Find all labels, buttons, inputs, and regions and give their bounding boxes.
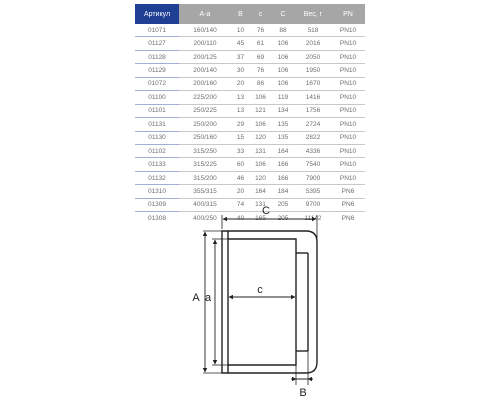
- table-cell: 200/140: [179, 64, 231, 77]
- table-cell: 86: [250, 77, 271, 90]
- label-big-c: C: [262, 205, 270, 217]
- table-cell: 1950: [295, 64, 331, 77]
- table-cell: 120: [250, 131, 271, 144]
- table-cell: 01129: [135, 64, 179, 77]
- table-cell: 20: [231, 185, 250, 198]
- table-cell: PN6: [341, 214, 355, 222]
- table-cell: 106: [250, 118, 271, 131]
- table-cell: 106: [271, 77, 295, 90]
- table-cell: 2050: [295, 50, 331, 63]
- table-cell: 200/160: [179, 77, 231, 90]
- table-cell: 2822: [295, 131, 331, 144]
- table-cell: 135: [271, 118, 295, 131]
- table-cell: 01310: [135, 185, 179, 198]
- reducer-outline: [222, 231, 317, 373]
- table-cell: PN10: [331, 37, 365, 50]
- table-cell: 106: [250, 91, 271, 104]
- table-cell: 315/225: [179, 158, 231, 171]
- table-cell: 121: [250, 104, 271, 117]
- table-cell: 135: [271, 131, 295, 144]
- table-cell: 20: [231, 77, 250, 90]
- header-small-c: c: [250, 4, 271, 24]
- table-cell: 01133: [135, 158, 179, 171]
- table-cell: 315/250: [179, 144, 231, 157]
- inner-bore: [228, 239, 296, 365]
- table-cell: 74: [231, 198, 250, 211]
- table-cell: 61: [250, 37, 271, 50]
- table-cell: 164: [250, 185, 271, 198]
- table-cell: 4336: [295, 144, 331, 157]
- table-cell: PN10: [331, 131, 365, 144]
- table-cell: 106: [271, 50, 295, 63]
- table-cell: PN10: [331, 77, 365, 90]
- table-cell: 29: [231, 118, 250, 131]
- table-cell: PN6: [331, 185, 365, 198]
- table-cell: PN10: [331, 24, 365, 37]
- table-cell: 01131: [135, 118, 179, 131]
- table-cell: 01101: [135, 104, 179, 117]
- table-cell: 250/200: [179, 118, 231, 131]
- table-cell: 131: [250, 144, 271, 157]
- table-cell: 164: [271, 144, 295, 157]
- header-pn: PN: [331, 4, 365, 24]
- table-cell: 106: [271, 64, 295, 77]
- table-cell: 88: [271, 24, 295, 37]
- table-cell: PN10: [331, 91, 365, 104]
- table-cell: 200/125: [179, 50, 231, 63]
- table-cell: 518: [295, 24, 331, 37]
- table-cell: 2724: [295, 118, 331, 131]
- table-cell: PN10: [331, 50, 365, 63]
- table-cell: 7540: [295, 158, 331, 171]
- table-cell: 01102: [135, 144, 179, 157]
- table-cell: 250/225: [179, 104, 231, 117]
- table-cell: 01071: [135, 24, 179, 37]
- table-cell: 106: [271, 37, 295, 50]
- label-big-a: A: [192, 292, 200, 304]
- table-cell: 69: [250, 50, 271, 63]
- header-diameters: A-a: [179, 4, 231, 24]
- table-cell: 01132: [135, 171, 179, 184]
- table-cell: 01100: [135, 91, 179, 104]
- table-cell: 1756: [295, 104, 331, 117]
- table-cell: 200/110: [179, 37, 231, 50]
- table-cell: 01128: [135, 50, 179, 63]
- table-cell: 30: [231, 64, 250, 77]
- table-cell: 76: [250, 24, 271, 37]
- table-cell: 184: [271, 185, 295, 198]
- label-small-c: c: [257, 284, 263, 296]
- table-cell: 400/250: [193, 214, 217, 222]
- table-cell: 13: [231, 91, 250, 104]
- table-cell: 400/315: [179, 198, 231, 211]
- table-cell: PN10: [331, 64, 365, 77]
- table-cell: 205: [271, 198, 295, 211]
- table-cell: 119: [271, 91, 295, 104]
- table-cell: 01127: [135, 37, 179, 50]
- table-cell: 37: [231, 50, 250, 63]
- table-cell: 10: [231, 24, 250, 37]
- table-cell: 1670: [295, 77, 331, 90]
- header-big-c: C: [271, 4, 295, 24]
- table-cell: PN10: [331, 158, 365, 171]
- table-cell: PN10: [331, 144, 365, 157]
- table-cell: 45: [231, 37, 250, 50]
- table-cell: 11142: [304, 214, 322, 222]
- table-cell: 2016: [295, 37, 331, 50]
- table-cell: PN10: [331, 118, 365, 131]
- table-cell: 106: [250, 158, 271, 171]
- table-cell: 7900: [295, 171, 331, 184]
- table-cell: 76: [250, 64, 271, 77]
- label-small-a: a: [204, 292, 212, 304]
- table-cell: 46: [231, 171, 250, 184]
- table-cell: 166: [271, 171, 295, 184]
- table-cell: 225/200: [179, 91, 231, 104]
- table-cell: 120: [250, 171, 271, 184]
- table-cell: 315/200: [179, 171, 231, 184]
- table-cell: 5395: [295, 185, 331, 198]
- table-cell: 166: [271, 158, 295, 171]
- table-cell: 01072: [135, 77, 179, 90]
- table-cell: 40: [236, 214, 245, 222]
- table-cell: 15: [231, 131, 250, 144]
- table-cell: PN10: [331, 104, 365, 117]
- table-cell: 160/140: [179, 24, 231, 37]
- table-cell: 13: [231, 104, 250, 117]
- table-cell: PN6: [331, 198, 365, 211]
- header-b: B: [231, 4, 250, 24]
- table-cell: 60: [231, 158, 250, 171]
- table-cell: 355/315: [179, 185, 231, 198]
- table-cell: PN10: [331, 171, 365, 184]
- table-cell: 1416: [295, 91, 331, 104]
- table-cell: 165: [255, 214, 266, 222]
- table-cell: 01309: [135, 198, 179, 211]
- table-cell: 9700: [295, 198, 331, 211]
- table-cell: 250/160: [179, 131, 231, 144]
- table-cell: 01308: [147, 214, 167, 222]
- table-cell: 131: [250, 198, 271, 211]
- label-b: B: [299, 387, 307, 399]
- header-weight: Вес, г: [295, 4, 331, 24]
- table-cell: 134: [271, 104, 295, 117]
- table-cell: 33: [231, 144, 250, 157]
- table-cell: 205: [277, 214, 289, 222]
- table-cell: 01130: [135, 131, 179, 144]
- header-article: Артикул: [135, 4, 179, 24]
